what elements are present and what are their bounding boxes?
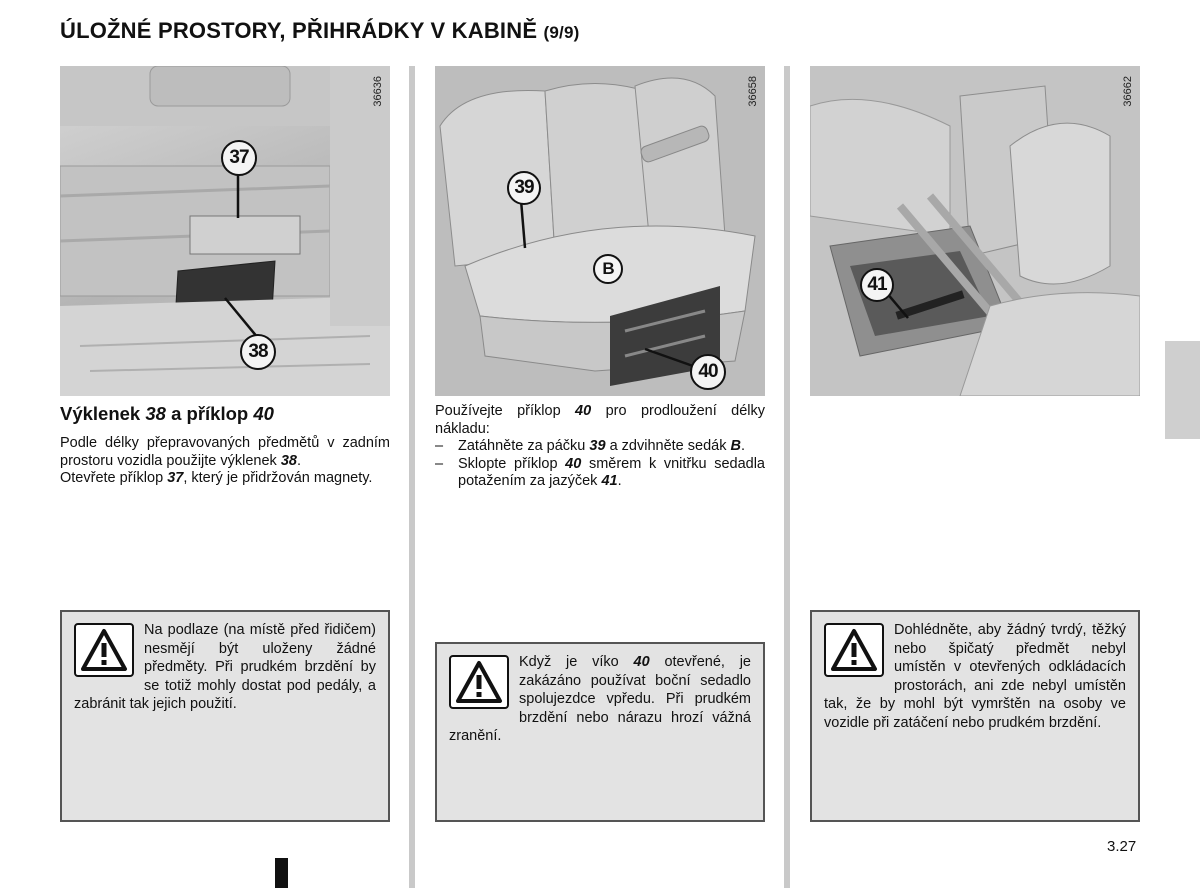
ref-number: 39 (589, 438, 606, 454)
warning-text: Když je víko (519, 654, 634, 670)
warning-box (810, 610, 1140, 822)
paragraph (60, 470, 390, 488)
list-item (435, 456, 765, 491)
text: Otevřete příklop (60, 470, 168, 486)
seat-drawing (435, 66, 765, 396)
paragraph (435, 403, 765, 438)
warning-triangle-icon (824, 623, 884, 677)
page-number: 3.27 (1107, 838, 1137, 855)
ref-number: 38 (280, 452, 297, 469)
heading-ref: 40 (253, 403, 274, 424)
warning-box (60, 610, 390, 822)
text: směrem k vnitřku sedadla potažením za jazýček (458, 455, 765, 489)
crop-mark (275, 858, 288, 888)
instruction-list (435, 438, 765, 491)
dash: – (435, 455, 444, 472)
text: Zatáhněte za páčku (458, 438, 590, 454)
warning-triangle-icon (74, 623, 134, 677)
callout-40: 40 (690, 354, 726, 390)
page-title-text: ÚLOŽNÉ PROSTORY, PŘIHRÁDKY V KABINĚ (60, 18, 538, 43)
page-title (60, 18, 580, 44)
callout-41: 41 (860, 268, 894, 302)
callout-38: 38 (240, 334, 276, 370)
text: Používejte příklop (435, 403, 576, 419)
list-item (435, 438, 765, 456)
page-count: (9/9) (543, 23, 580, 42)
col1-body (60, 435, 390, 488)
ref-number: 40 (565, 455, 582, 472)
warning-text: Dohlédněte, aby žádný tvrdý, těžký nebo špičatý předmět nebyl umístěn v otevřených odkládacích prostorách, ani zde nebyl umístěn tak, že by mohl být vymrštěn na osoby ve vozidle při zatáčení nebo prudkém brzdění. (824, 622, 1126, 731)
heading-ref: 38 (145, 403, 166, 424)
warning-triangle-icon (449, 655, 509, 709)
ref-number: 40 (575, 403, 592, 419)
chapter-tab (1165, 341, 1200, 439)
text: a zdvihněte sedák (605, 438, 731, 454)
col2-body (435, 403, 765, 491)
text: pro prodloužení délky nákladu: (435, 403, 765, 437)
paragraph (60, 435, 390, 470)
section-heading (60, 403, 274, 425)
illustration-seat-hatch-tab (810, 66, 1140, 396)
callout-B: B (593, 254, 623, 284)
dash: – (435, 438, 444, 454)
callout-37: 37 (221, 140, 257, 176)
text: . (296, 452, 302, 469)
text: Podle délky přepravovaných předmětů v zadním prostoru vozidla použijte výklenek (60, 435, 390, 469)
heading-text: a příklop (165, 403, 254, 424)
text: Sklopte příklop (458, 455, 566, 472)
image-code: 36636 (372, 76, 384, 107)
warning-text: Na podlaze (na místě před řidičem) nesmějí být uloženy žádné předměty. Při prudkém brzdění by se totiž mohly dostat pod pedály, a zabránit tak jejich použití. (74, 622, 376, 712)
warning-box (435, 642, 765, 822)
illustration-cargo-floor-recess (60, 66, 390, 396)
ref-number: 40 (633, 654, 650, 670)
hatch-drawing (810, 66, 1140, 396)
column-separator (409, 66, 415, 888)
text: . (617, 473, 622, 489)
warning-text: otevřené, je zakázáno používat boční sedadlo spolujezdce vpředu. Při prudkém brzdění nebo nárazu hrozí vážná zranění. (449, 654, 751, 744)
cargo-floor-drawing (60, 66, 390, 396)
ref-letter: B (730, 438, 741, 454)
text: , který je přidržován magnety. (183, 470, 373, 486)
heading-text: Výklenek (60, 403, 146, 424)
text: . (740, 438, 746, 454)
ref-number: 37 (167, 470, 184, 486)
image-code: 36662 (1122, 76, 1134, 107)
column-separator (784, 66, 790, 888)
image-code: 36658 (747, 76, 759, 107)
callout-39: 39 (507, 171, 541, 205)
illustration-passenger-seat (435, 66, 765, 396)
ref-number: 41 (601, 473, 618, 489)
